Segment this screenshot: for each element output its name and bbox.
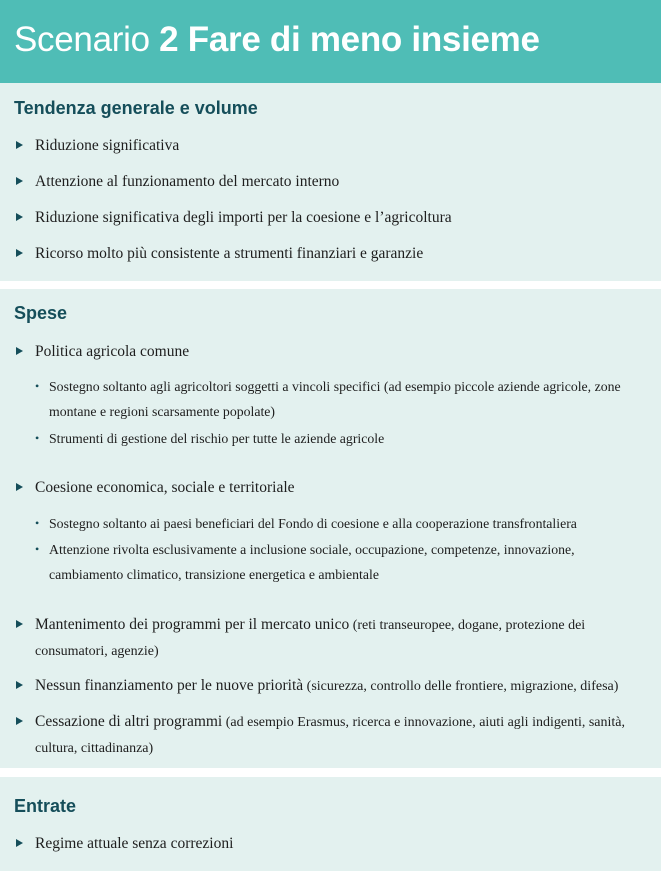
dot-bullet-icon: • <box>35 542 40 556</box>
bullet-item <box>14 241 639 266</box>
sub-bullet-text: Sostegno soltanto agli agricoltori soggetti a vincoli specifici (ad esempio piccole aziende agricole, zone montane e regioni scarsamente popolate) <box>49 379 621 419</box>
bullet-detail: (ad esempio Erasmus, ricerca e innovazione, aiuti agli indigenti, sanità, cultura, cittadinanza) <box>35 715 626 756</box>
sub-bullet-text: Strumenti di gestione del rischio per tutte le aziende agricole <box>49 431 385 446</box>
triangle-bullet-icon <box>16 141 23 149</box>
sub-bullet-item <box>35 537 639 587</box>
bullet-detail: (sicurezza, controllo delle frontiere, migrazione, difesa) <box>303 679 619 694</box>
section-heading: Tendenza generale e volume <box>14 98 258 118</box>
section-revenue <box>0 777 661 871</box>
triangle-bullet-icon <box>16 717 23 725</box>
bullet-item-cohesion <box>14 475 639 500</box>
bullet-text: Ricorso molto più consistente a strumenti finanziari e garanzie <box>35 245 424 262</box>
triangle-bullet-icon <box>16 347 23 355</box>
bullet-text <box>14 673 639 699</box>
bullet-text: Coesione economica, sociale e territoriale <box>35 479 295 496</box>
title-banner <box>0 0 661 83</box>
bullet-text <box>14 612 639 664</box>
bullet-item <box>14 169 639 194</box>
bullet-item-cap <box>14 339 639 364</box>
bullet-text: Riduzione significativa <box>35 137 180 154</box>
triangle-bullet-icon <box>16 620 23 628</box>
sub-bullet-item <box>35 374 639 424</box>
sub-bullet-item <box>35 511 639 536</box>
bullet-item <box>14 205 639 230</box>
triangle-bullet-icon <box>16 483 23 491</box>
bullet-label: Nessun finanziamento per le nuove priorità <box>35 677 304 694</box>
section-spending <box>0 289 661 768</box>
bullet-text: Politica agricola comune <box>35 343 190 360</box>
bullet-text: Riduzione significativa degli importi per la coesione e l’agricoltura <box>35 209 452 226</box>
triangle-bullet-icon <box>16 177 23 185</box>
bullet-item <box>14 831 639 856</box>
bullet-label: Mantenimento dei programmi per il mercato unico <box>35 616 350 633</box>
sub-bullet-text: Sostegno soltanto ai paesi beneficiari del Fondo di coesione e alla cooperazione transfrontaliera <box>49 516 577 531</box>
bullet-item <box>14 133 639 158</box>
bullet-label: Cessazione di altri programmi <box>35 713 223 730</box>
bullet-item-other-programmes <box>14 709 639 761</box>
page-title <box>14 18 540 62</box>
sub-bullet-item <box>35 426 639 451</box>
title-prefix: Scenario <box>14 20 160 59</box>
bullet-text: Attenzione al funzionamento del mercato interno <box>35 173 340 190</box>
dot-bullet-icon: • <box>35 379 40 393</box>
sub-bullet-text: Attenzione rivolta esclusivamente a inclusione sociale, occupazione, competenze, innovazione, cambiamento climatico, transizione energetica e ambientale <box>49 542 575 582</box>
section-heading: Entrate <box>14 796 77 816</box>
triangle-bullet-icon <box>16 213 23 221</box>
title-main: 2 Fare di meno insieme <box>159 20 540 59</box>
triangle-bullet-icon <box>16 249 23 257</box>
dot-bullet-icon: • <box>35 431 40 445</box>
section-heading: Spese <box>14 303 68 323</box>
triangle-bullet-icon <box>16 839 23 847</box>
bullet-item-new-priorities <box>14 673 639 699</box>
bullet-text: Regime attuale senza correzioni <box>35 835 234 852</box>
section-general-trend <box>0 83 661 281</box>
bullet-item-single-market <box>14 612 639 664</box>
dot-bullet-icon: • <box>35 516 40 530</box>
bullet-text <box>14 709 639 761</box>
bullet-detail: (reti transeuropee, dogane, protezione dei consumatori, agenzie) <box>35 618 586 659</box>
triangle-bullet-icon <box>16 681 23 689</box>
